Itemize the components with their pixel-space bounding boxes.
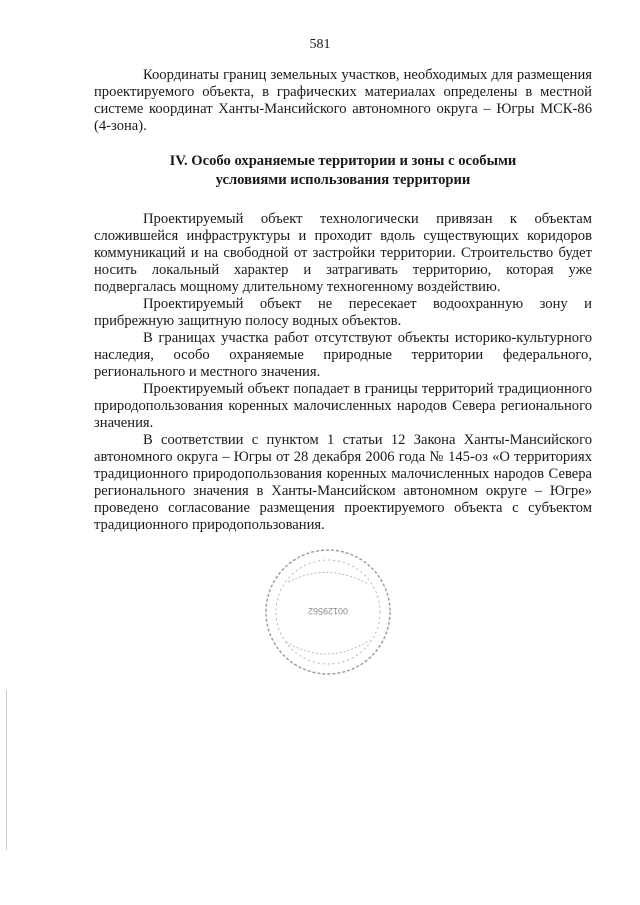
paragraph-heritage: В границах участка работ отсутствуют объекты историко-культурного наследия, особо охраняемые природные территории федерального, регионального и местного значения.	[94, 330, 592, 380]
paragraph-infrastructure: Проектируемый объект технологически привязан к объектам сложившейся инфраструктуры и проходит вдоль существующих коридоров коммуникаций и на свободной от застройки территории. Строительство будет носить локальный характер и затрагивать территорию, которая уже подвергалась мощному длительному техногенному воздействию.	[94, 211, 592, 295]
paragraph-water-zone: Проектируемый объект не пересекает водоохранную зону и прибрежную защитную полосу водных объектов.	[94, 296, 592, 329]
section-heading-line-1: IV. Особо охраняемые территории и зоны с особыми	[169, 153, 517, 169]
stamp-number: 00129562	[307, 606, 349, 616]
paragraph-law-agreement: В соответствии с пунктом 1 статьи 12 Закона Ханты-Мансийского автономного округа – Югры от 28 декабря 2006 года № 145-оз «О территориях традиционного природопользования коренных малочисленных народов Севера регионального значения в Ханты-Мансийском автономном округе – Югре» проведено согласование размещения проектируемого объекта с субъектом традиционного природопользования.	[94, 432, 592, 533]
seal-stamp	[258, 542, 398, 682]
intro-section	[94, 67, 592, 135]
intro-paragraph: Координаты границ земельных участков, необходимых для размещения проектируемого объекта, в графических материалах определены в местной системе координат Ханты-Мансийского автономного округа – Югры МСК-86 (4-зона).	[94, 67, 592, 134]
section-body	[94, 211, 592, 534]
page-number: 581	[309, 37, 331, 52]
paragraph-traditional-territory: Проектируемый объект попадает в границы территорий традиционного природопользования коренных малочисленных народов Севера регионального значения.	[94, 381, 592, 431]
section-heading	[94, 152, 592, 190]
section-heading-line-2: условиями использования территории	[215, 172, 471, 188]
scan-margin-line	[6, 690, 7, 850]
